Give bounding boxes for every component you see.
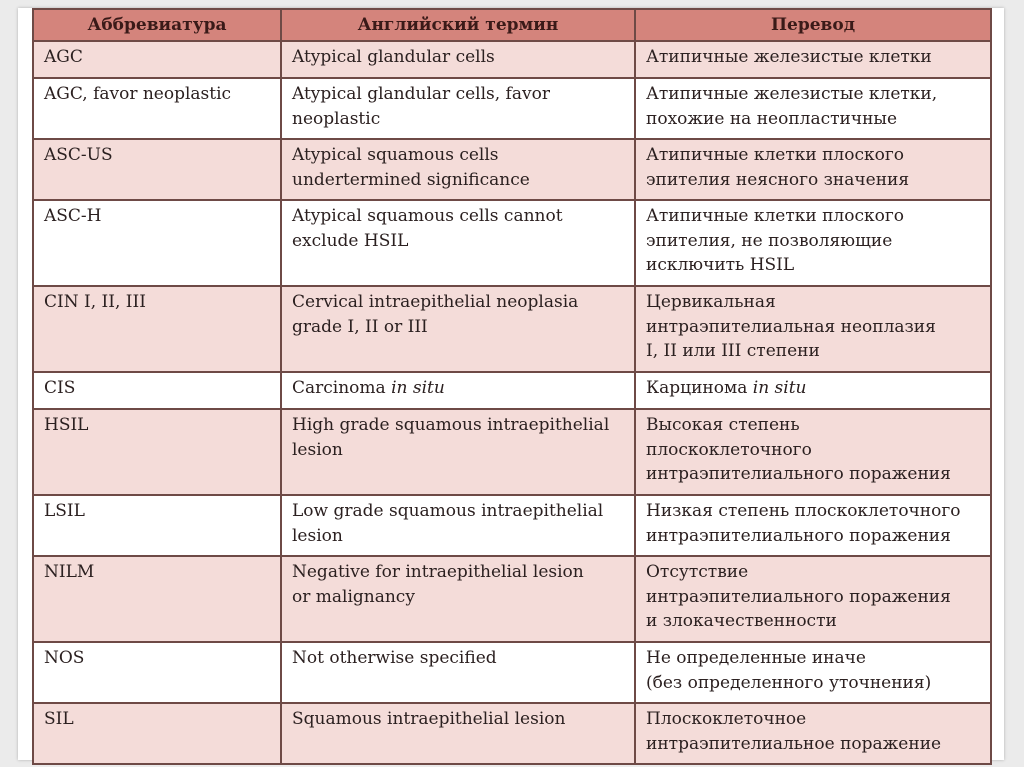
- table-row: [33, 372, 991, 409]
- italic-in-situ: in situ: [391, 378, 445, 398]
- cell-translation: Высокая степень плоскоклеточного интраэпителиального поражения: [635, 409, 991, 495]
- table-row: [33, 41, 991, 78]
- cell-abbreviation: AGC: [33, 41, 281, 78]
- cell-english-term: Atypical squamous cells undertermined significance: [281, 139, 635, 200]
- cell-translation: Цервикальная интраэпителиальная неоплазия I, II или III степени: [635, 286, 991, 372]
- cell-abbreviation: NILM: [33, 556, 281, 642]
- cell-english-term: Carcinoma in situ: [281, 372, 635, 409]
- cell-english-term: Squamous intraepithelial lesion: [281, 703, 635, 764]
- cell-english-term: Not otherwise specified: [281, 642, 635, 703]
- cell-translation: Атипичные железистые клетки, похожие на неопластичные: [635, 78, 991, 139]
- table-row: [33, 409, 991, 495]
- abbreviation-table: [32, 8, 992, 765]
- cell-translation: Отсутствие интраэпителиального поражения и злокачественности: [635, 556, 991, 642]
- cell-english-term: Cervical intraepithelial neoplasia grade I, II or III: [281, 286, 635, 372]
- cell-abbreviation: ASC-US: [33, 139, 281, 200]
- cell-abbreviation: LSIL: [33, 495, 281, 556]
- table-row: [33, 286, 991, 372]
- cell-translation: Карцинома in situ: [635, 372, 991, 409]
- italic-in-situ: in situ: [752, 378, 807, 398]
- cell-abbreviation: AGC, favor neoplastic: [33, 78, 281, 139]
- cell-abbreviation: ASC-H: [33, 200, 281, 286]
- cell-abbreviation: HSIL: [33, 409, 281, 495]
- table-row: [33, 703, 991, 764]
- cell-translation: Атипичные клетки плоского эпителия, не позволяющие исключить HSIL: [635, 200, 991, 286]
- table-row: [33, 495, 991, 556]
- header-english-term: Английский термин: [281, 9, 635, 41]
- table-row: [33, 78, 991, 139]
- cell-translation: Плоскоклеточное интраэпителиальное поражение: [635, 703, 991, 764]
- cell-abbreviation: NOS: [33, 642, 281, 703]
- table-row: [33, 200, 991, 286]
- cell-abbreviation: SIL: [33, 703, 281, 764]
- table-header-row: [33, 9, 991, 41]
- cell-translation: Атипичные железистые клетки: [635, 41, 991, 78]
- header-translation: Перевод: [635, 9, 991, 41]
- header-abbreviation: Аббревиатура: [33, 9, 281, 41]
- cell-english-term: High grade squamous intraepithelial lesion: [281, 409, 635, 495]
- table-row: [33, 556, 991, 642]
- table-row: [33, 139, 991, 200]
- table-row: [33, 642, 991, 703]
- slide-frame: [18, 8, 1004, 760]
- cell-english-term: Atypical squamous cells cannot exclude HSIL: [281, 200, 635, 286]
- cell-english-term: Atypical glandular cells: [281, 41, 635, 78]
- cell-english-term: Negative for intraepithelial lesion or malignancy: [281, 556, 635, 642]
- cell-english-term: Atypical glandular cells, favor neoplastic: [281, 78, 635, 139]
- cell-translation: Низкая степень плоскоклеточного интраэпителиального поражения: [635, 495, 991, 556]
- cell-translation: Не определенные иначе (без определенного уточнения): [635, 642, 991, 703]
- cell-english-term: Low grade squamous intraepithelial lesion: [281, 495, 635, 556]
- cell-abbreviation: CIN I, II, III: [33, 286, 281, 372]
- cell-translation: Атипичные клетки плоского эпителия неясного значения: [635, 139, 991, 200]
- cell-abbreviation: CIS: [33, 372, 281, 409]
